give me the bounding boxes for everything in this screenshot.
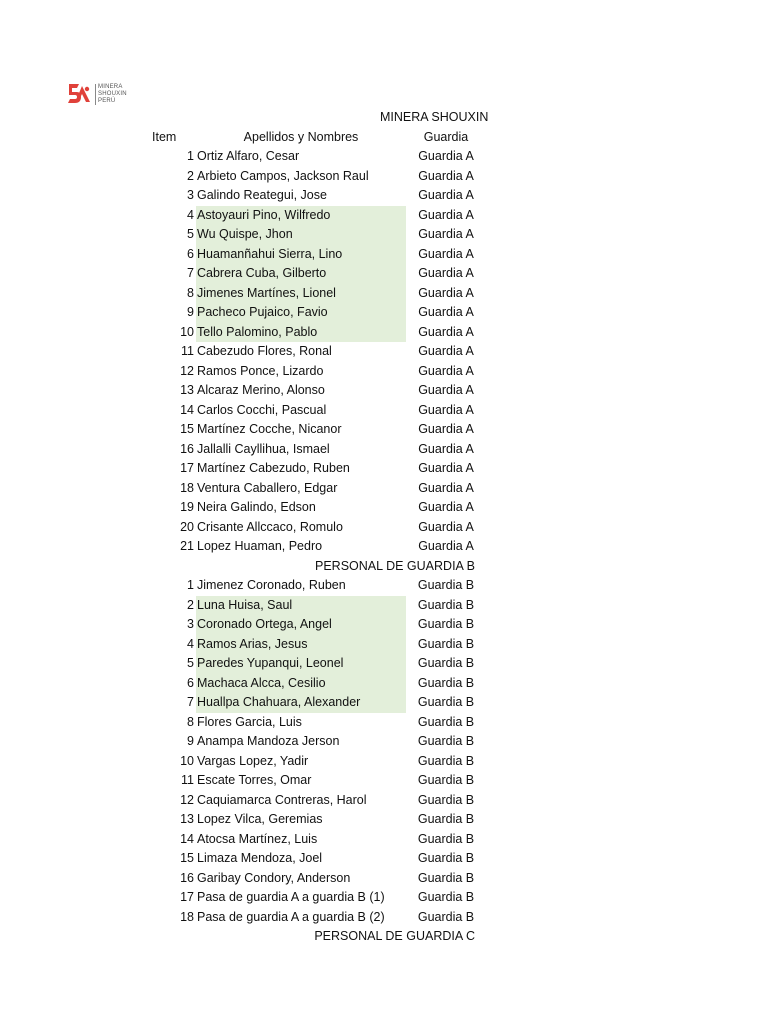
person-name: Luna Huisa, Saul xyxy=(196,596,406,616)
item-number: 20 xyxy=(180,519,194,534)
guard-label: Guardia B xyxy=(417,578,475,592)
table-row xyxy=(0,420,768,440)
person-name: Pasa de guardia A a guardia B (1) xyxy=(197,890,385,904)
guard-label: Guardia A xyxy=(418,363,474,378)
table-row xyxy=(0,264,768,284)
person-name: Galindo Reategui, Jose xyxy=(197,188,327,202)
person-name: Alcaraz Merino, Alonso xyxy=(197,383,325,397)
item-number: 10 xyxy=(180,753,194,768)
guard-label: Guardia B xyxy=(417,870,475,885)
table-row xyxy=(0,362,768,382)
table-row xyxy=(0,635,768,655)
item-number: 16 xyxy=(180,441,194,456)
table-row xyxy=(0,615,768,635)
guard-label: Guardia A xyxy=(418,383,474,397)
item-number: 18 xyxy=(180,909,194,924)
person-name: Ramos Arias, Jesus xyxy=(196,635,406,655)
item-number: 4 xyxy=(187,207,194,222)
person-name: Jimenez Coronado, Ruben xyxy=(197,578,346,592)
table-row xyxy=(0,732,768,752)
person-name: Anampa Mandoza Jerson xyxy=(197,734,340,748)
guard-label: Guardia B xyxy=(417,753,475,768)
table-row xyxy=(0,713,768,733)
table-row xyxy=(0,284,768,304)
guard-label: Guardia A xyxy=(418,500,474,514)
guard-label: Guardia B xyxy=(417,636,475,651)
person-name: Martínez Cabezudo, Ruben xyxy=(197,461,350,475)
person-name: Wu Quispe, Jhon xyxy=(196,225,406,245)
logo-line-3: PERÚ xyxy=(98,97,116,104)
item-number: 19 xyxy=(180,500,194,514)
item-number: 1 xyxy=(187,578,194,592)
item-number: 1 xyxy=(187,149,194,163)
person-name: Coronado Ortega, Angel xyxy=(196,615,406,635)
person-name: Machaca Alcca, Cesilio xyxy=(196,674,406,694)
item-number: 9 xyxy=(187,734,194,748)
table-row xyxy=(0,791,768,811)
item-number: 17 xyxy=(180,890,194,904)
person-name: Limaza Mendoza, Joel xyxy=(197,851,323,865)
header-name: Apellidos y Nombres xyxy=(243,129,359,144)
table-row xyxy=(0,576,768,596)
item-number: 7 xyxy=(187,266,194,280)
table-row xyxy=(0,225,768,245)
item-number: 9 xyxy=(187,305,194,319)
table-row xyxy=(0,303,768,323)
person-name: Lopez Vilca, Geremias xyxy=(197,812,323,826)
person-name: Cabrera Cuba, Gilberto xyxy=(196,264,406,284)
person-name: Atocsa Martínez, Luis xyxy=(197,831,318,846)
guard-label: Guardia B xyxy=(417,851,475,865)
item-number: 18 xyxy=(180,480,194,495)
item-number: 15 xyxy=(180,851,194,865)
person-name: Escate Torres, Omar xyxy=(197,773,312,787)
table-row xyxy=(0,908,768,928)
person-name: Astoyauri Pino, Wilfredo xyxy=(196,206,406,226)
table-row xyxy=(0,498,768,518)
person-name: Arbieto Campos, Jackson Raul xyxy=(197,168,369,183)
table-row xyxy=(0,518,768,538)
table-row xyxy=(0,323,768,343)
table-row xyxy=(0,674,768,694)
table-row xyxy=(0,479,768,499)
person-name: Tello Palomino, Pablo xyxy=(196,323,406,343)
guard-label: Guardia B xyxy=(417,909,475,924)
guard-label: Guardia A xyxy=(418,422,474,436)
guard-label: Guardia A xyxy=(418,246,474,261)
guard-label: Guardia A xyxy=(418,188,474,202)
guard-label: Guardia B xyxy=(417,656,475,670)
guard-label: Guardia A xyxy=(418,441,474,456)
person-name: Paredes Yupanqui, Leonel xyxy=(196,654,406,674)
person-name: Pasa de guardia A a guardia B (2) xyxy=(197,909,385,924)
guard-label: Guardia A xyxy=(418,480,474,495)
item-number: 14 xyxy=(180,402,194,417)
item-number: 13 xyxy=(180,383,194,397)
item-number: 6 xyxy=(187,246,194,261)
person-name: Huamanñahui Sierra, Lino xyxy=(196,245,406,265)
guard-label: Guardia A xyxy=(418,402,474,417)
guard-label: Guardia B xyxy=(417,792,475,807)
item-number: 12 xyxy=(180,363,194,378)
table-row xyxy=(0,752,768,772)
item-number: 8 xyxy=(187,714,194,729)
guard-label: Guardia A xyxy=(418,207,474,222)
person-name: Pacheco Pujaico, Favio xyxy=(196,303,406,323)
table-row xyxy=(0,596,768,616)
item-number: 5 xyxy=(187,227,194,241)
person-name: Neira Galindo, Edson xyxy=(197,500,316,514)
guard-label: Guardia B xyxy=(417,831,475,846)
table-row xyxy=(0,888,768,908)
item-number: 12 xyxy=(180,792,194,807)
header-guard: Guardia xyxy=(423,129,469,144)
item-number: 4 xyxy=(187,636,194,651)
guard-label: Guardia A xyxy=(418,324,474,339)
table-row xyxy=(0,830,768,850)
person-name: Lopez Huaman, Pedro xyxy=(197,539,323,553)
person-name: Ortiz Alfaro, Cesar xyxy=(197,149,300,163)
item-number: 21 xyxy=(180,539,194,553)
person-name: Caquiamarca Contreras, Harol xyxy=(197,792,367,807)
table-row xyxy=(0,771,768,791)
person-name: Vargas Lopez, Yadir xyxy=(197,753,309,768)
header-item: Item xyxy=(152,129,177,144)
table-row xyxy=(0,869,768,889)
item-number: 7 xyxy=(187,695,194,709)
guard-label: Guardia A xyxy=(418,285,474,300)
item-number: 16 xyxy=(180,870,194,885)
item-number: 6 xyxy=(187,675,194,690)
table-row xyxy=(0,693,768,713)
logo-line-2: SHOUXIN xyxy=(98,90,127,97)
guard-label: Guardia A xyxy=(418,168,474,183)
person-name: Huallpa Chahuara, Alexander xyxy=(196,693,406,713)
table-row xyxy=(0,537,768,557)
person-name: Garibay Condory, Anderson xyxy=(197,870,351,885)
item-number: 5 xyxy=(187,656,194,670)
guard-label: Guardia B xyxy=(417,695,475,709)
table-row xyxy=(0,147,768,167)
guard-label: Guardia B xyxy=(417,773,475,787)
person-name: Flores Garcia, Luis xyxy=(197,714,302,729)
guard-label: Guardia A xyxy=(418,266,474,280)
item-number: 17 xyxy=(180,461,194,475)
section-guardia-b-row xyxy=(0,557,768,577)
table-row xyxy=(0,440,768,460)
table-row xyxy=(0,167,768,187)
guard-label: Guardia B xyxy=(417,890,475,904)
person-name: Jimenes Martínes, Lionel xyxy=(196,284,406,304)
person-name: Ventura Caballero, Edgar xyxy=(197,480,338,495)
person-name: Carlos Cocchi, Pascual xyxy=(197,402,327,417)
table-row xyxy=(0,342,768,362)
header-row xyxy=(0,128,768,148)
guard-label: Guardia B xyxy=(417,734,475,748)
item-number: 2 xyxy=(187,168,194,183)
guard-label: Guardia B xyxy=(417,617,475,631)
person-name: Martínez Cocche, Nicanor xyxy=(197,422,342,436)
table-row xyxy=(0,401,768,421)
guard-label: Guardia A xyxy=(418,305,474,319)
table-row xyxy=(0,186,768,206)
table-row xyxy=(0,381,768,401)
guard-label: Guardia A xyxy=(418,461,474,475)
table-row xyxy=(0,206,768,226)
item-number: 2 xyxy=(187,597,194,612)
guard-label: Guardia A xyxy=(418,519,474,534)
guard-label: Guardia A xyxy=(418,227,474,241)
person-name: Ramos Ponce, Lizardo xyxy=(197,363,324,378)
item-number: 14 xyxy=(180,831,194,846)
person-name: Jallalli Cayllihua, Ismael xyxy=(197,441,330,456)
guard-label: Guardia A xyxy=(418,344,474,358)
table-row xyxy=(0,654,768,674)
person-name: Cabezudo Flores, Ronal xyxy=(197,344,332,358)
section-guardia-b: PERSONAL DE GUARDIA B xyxy=(315,558,475,573)
section-guardia-c: PERSONAL DE GUARDIA C xyxy=(314,929,475,943)
table-row xyxy=(0,849,768,869)
item-number: 13 xyxy=(180,812,194,826)
item-number: 10 xyxy=(180,324,194,339)
item-number: 3 xyxy=(187,188,194,202)
table-row xyxy=(0,810,768,830)
guard-label: Guardia B xyxy=(417,597,475,612)
table-row xyxy=(0,245,768,265)
item-number: 8 xyxy=(187,285,194,300)
guard-label: Guardia B xyxy=(417,812,475,826)
guard-label: Guardia A xyxy=(418,149,474,163)
item-number: 15 xyxy=(180,422,194,436)
guard-label: Guardia A xyxy=(418,539,474,553)
title-row xyxy=(0,108,768,128)
table-row xyxy=(0,459,768,479)
guard-label: Guardia B xyxy=(417,714,475,729)
item-number: 11 xyxy=(181,344,194,358)
item-number: 3 xyxy=(187,617,194,631)
section-guardia-c-row xyxy=(0,927,768,947)
logo-line-1: MINERA xyxy=(98,83,123,90)
guard-label: Guardia B xyxy=(417,675,475,690)
person-name: Crisante Allccaco, Romulo xyxy=(197,519,343,534)
sheet-title: MINERA SHOUXIN xyxy=(380,110,489,124)
item-number: 11 xyxy=(181,773,194,787)
